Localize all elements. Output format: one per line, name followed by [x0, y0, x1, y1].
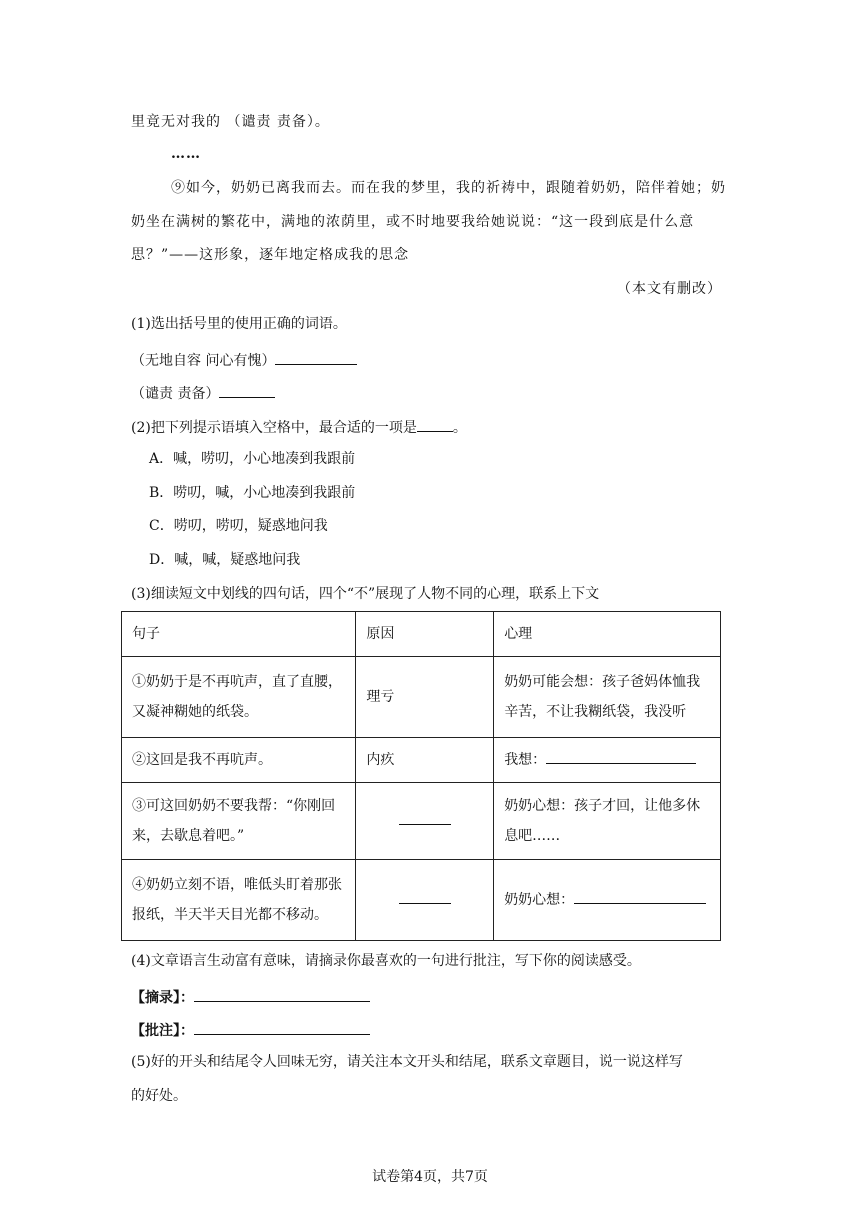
question-1-option-b: （谴责 责备）: [131, 386, 220, 402]
header-sentence: 句子: [122, 612, 356, 657]
row-1-sentence: ①奶奶于是不再吭声，直了直腰，又凝神糊她的纸袋。: [122, 657, 356, 738]
question-1-answer-blank-b[interactable]: [219, 381, 275, 398]
row-2-mind: 我想：: [504, 752, 547, 768]
passage-line-1: 里竟无对我的 （谴责 责备）。: [131, 114, 330, 130]
header-reason: 原因: [356, 612, 494, 657]
question-2-answer-blank[interactable]: [417, 415, 453, 432]
passage-ellipsis: ……: [171, 146, 201, 162]
annotation-blank[interactable]: [194, 1018, 370, 1035]
excerpt-label: 【摘录】：: [131, 990, 194, 1006]
row-4-reason-blank[interactable]: [399, 887, 451, 904]
question-4-excerpt: [131, 985, 370, 1008]
row-4-mind-cell: [494, 860, 721, 941]
row-3-sentence: ③可这回奶奶不要我帮：“你刚回来，去歇息着吧。”: [122, 783, 356, 860]
row-3-reason-cell: [356, 783, 494, 860]
table-row: [122, 783, 721, 860]
row-4-mind-blank[interactable]: [574, 887, 706, 904]
question-1-answer-blank-a[interactable]: [275, 348, 357, 365]
annotation-label: 【批注】：: [131, 1023, 194, 1039]
question-2-option-c[interactable]: C．唠叨，唠叨，疑惑地问我: [149, 518, 328, 534]
question-2-option-a[interactable]: A．喊，唠叨，小心地凑到我跟前: [149, 451, 356, 467]
excerpt-blank[interactable]: [194, 985, 370, 1002]
question-1-item-b: [131, 381, 275, 404]
question-2-prompt-text: (2)把下列提示语填入空格中，最合适的一项是: [131, 420, 417, 436]
question-1-prompt: (1)选出括号里的使用正确的词语。: [131, 316, 347, 332]
question-1-item-a: [131, 348, 357, 371]
row-1-mind: 奶奶可能会想：孩子爸妈体恤我辛苦，不让我糊纸袋，我没听: [494, 657, 721, 738]
question-3-prompt: (3)细读短文中划线的四句话，四个“不”展现了人物不同的心理，联系上下文: [131, 586, 600, 602]
question-1-option-a: （无地自容 问心有愧）: [131, 353, 276, 369]
row-4-reason-cell: [356, 860, 494, 941]
table-row: [122, 738, 721, 783]
page-footer: 试卷第4页，共7页: [372, 1169, 488, 1185]
question-2-prompt: [131, 415, 467, 438]
table-row: [122, 860, 721, 941]
table-row: [122, 657, 721, 738]
row-2-reason: 内疚: [356, 738, 494, 783]
question-3-table: [121, 611, 721, 941]
question-2-option-b[interactable]: B．唠叨，喊，小心地凑到我跟前: [149, 485, 356, 501]
row-3-reason-blank[interactable]: [399, 808, 451, 825]
passage-para9-line-1: ⑨如今，奶奶已离我而去。而在我的梦里，我的祈祷中，跟随着奶奶，陪伴着她；奶: [171, 180, 726, 196]
source-note: （本文有删改）: [617, 281, 722, 297]
row-4-mind: 奶奶心想：: [504, 892, 575, 908]
row-2-mind-cell: [494, 738, 721, 783]
question-2-prompt-end: 。: [452, 420, 467, 436]
question-4-annotation: [131, 1018, 370, 1041]
passage-para9-line-2: 奶坐在满树的繁花中，满地的浓荫里，或不时地要我给她说说：“这一段到底是什么意: [131, 214, 695, 230]
question-5-prompt-line-2: 的好处。: [131, 1088, 187, 1104]
row-2-sentence: ②这回是我不再吭声。: [122, 738, 356, 783]
header-mind: 心理: [494, 612, 721, 657]
row-2-mind-blank[interactable]: [546, 747, 696, 764]
passage-para9-line-3: 思？”——这形象，逐年地定格成我的思念: [131, 247, 410, 263]
row-1-reason: 理亏: [356, 657, 494, 738]
question-2-option-d[interactable]: D．喊，喊，疑惑地问我: [149, 552, 301, 568]
row-3-mind: 奶奶心想：孩子才回，让他多休息吧……: [494, 783, 721, 860]
table-header-row: [122, 612, 721, 657]
question-5-prompt-line-1: (5)好的开头和结尾令人回味无穷，请关注本文开头和结尾，联系文章题目，说一说这样写: [131, 1054, 683, 1070]
question-4-prompt: (4)文章语言生动富有意味，请摘录你最喜欢的一句进行批注，写下你的阅读感受。: [131, 953, 641, 969]
row-4-sentence: ④奶奶立刻不语，唯低头盯着那张报纸，半天半天目光都不移动。: [122, 860, 356, 941]
